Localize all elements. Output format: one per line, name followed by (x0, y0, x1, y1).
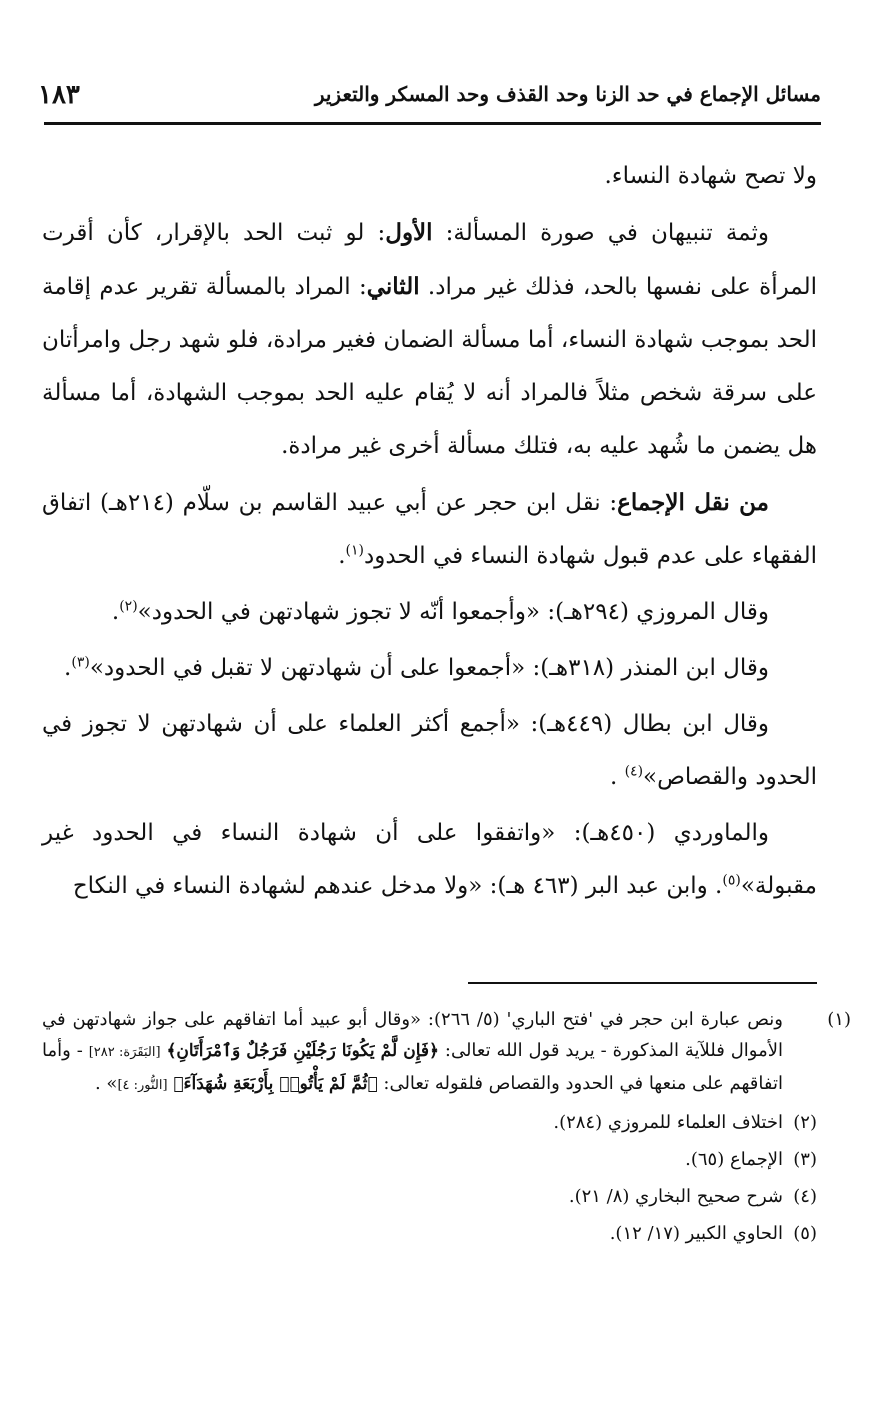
footnote-2: (٢)اختلاف العلماء للمروزي (٢٨٤). (553, 1112, 817, 1133)
paragraph-5: وقال ابن المنذر (٣١٨هـ): «أجمعوا على أن شهادتهن لا تقبل في الحدود»$^{(٣)}$. (64, 654, 769, 681)
footnote-ref-5: (٥) (722, 872, 741, 889)
quran-verse: ﴿ثُمَّ لَمْ يَأْتُوا۟ بِأَرْبَعَةِ شُهَدَآءَ﴾ (173, 1074, 378, 1094)
footnote-5: (٥)الحاوي الكبير (١٧/ ١٢). (609, 1223, 817, 1244)
footnote-rule (468, 982, 817, 984)
running-title: مسائل الإجماع في حد الزنا وحد القذف وحد المسكر والتعزير (314, 82, 821, 106)
footnote-ref-4: (٤) (624, 763, 644, 780)
quran-verse: ﴿فَإِن لَّمْ يَكُونَا رَجُلَيْنِ فَرَجُلٌ وَٱمْرَأَتَانِ﴾ (166, 1041, 439, 1061)
paragraph-1: ولا تصح شهادة النساء. (604, 163, 817, 189)
paragraph-7: والماوردي (٤٥٠هـ): «واتفقوا على أن شهادة النساء في الحدود غير مقبولة»$^{(٥)}$. وابن عبد البر (٤٦٣ هـ): «ولا مدخل عندهم لشهادة النساء في النكاح (42, 820, 817, 899)
footnote-4: (٤)شرح صحيح البخاري (٨/ ٢١). (568, 1186, 817, 1207)
footnote-ref-2: (٢) (119, 598, 138, 615)
footnote-ref-3: (٣) (71, 654, 90, 671)
verse-reference: [النُّور: ٤] (117, 1078, 168, 1093)
paragraph-3: من نقل الإجماع: نقل ابن حجر عن أبي عبيد القاسم بن سلّام (٢١٤هـ) اتفاق الفقهاء على عدم قبول شهادة النساء في الحدود$^{(١)}$. (42, 489, 817, 569)
main-text (42, 150, 817, 916)
second-note-label: الثاني (366, 273, 420, 300)
first-note-label: الأول (385, 219, 433, 246)
footnote-1: (١)ونص عبارة ابن حجر في 'فتح الباري' (٥/ ٢٦٦): «وقال أبو عبيد أما اتفاقهم على جواز شهادتهن في الأموال فللآية المذكورة - يريد قول الله تعالى: ﴿فَإِن لَّمْ يَكُونَا رَجُلَيْنِ فَرَجُلٌ وَٱمْرَأَتَانِ﴾ [البَقَرَة: ٢٨٢] - وأما اتفاقهم على منعها في الحدود والقصاص فلقوله تعالى: ﴿ثُمَّ لَمْ يَأْتُوا۟ بِأَرْبَعَةِ شُهَدَآءَ﴾ [النُّور: ٤]» . (42, 1009, 851, 1094)
header-rule (44, 122, 821, 125)
paragraph-4: وقال المروزي (٢٩٤هـ): «وأجمعوا أنّه لا تجوز شهادتهن في الحدود»$^{(٢)}$. (111, 598, 769, 625)
page-number: ١٨٣ (38, 80, 80, 110)
page-header (38, 80, 821, 120)
footnote-3: (٣)الإجماع (٦٥). (685, 1149, 817, 1170)
consensus-label: من نقل الإجماع (617, 489, 769, 516)
footnotes (42, 1004, 851, 1255)
verse-reference: [البَقَرَة: ٢٨٢] (88, 1045, 161, 1060)
footnote-ref-1: (١) (345, 542, 364, 559)
paragraph-6: وقال ابن بطال (٤٤٩هـ): «أجمع أكثر العلماء على أن شهادتهن لا تجوز في الحدود والقصاص»$^{(٤)}$ . (42, 711, 817, 790)
paragraph-2: وثمة تنبيهان في صورة المسألة: الأول: لو ثبت الحد بالإقرار، كأن أقرت المرأة على نفسها بالحد، فذلك غير مراد. الثاني: المراد بالمسألة تقرير عدم إقامة الحد بموجب شهادة النساء، أما مسألة الضمان فغير مرادة، فلو شهد رجل وامرأتان على سرقة شخص مثلاً فالمراد أنه لا يُقام عليه الحد بموجب الشهادة، أما مسألة هل يضمن ما شُهد عليه به، فتلك مسألة أخرى غير مرادة. (42, 219, 817, 459)
